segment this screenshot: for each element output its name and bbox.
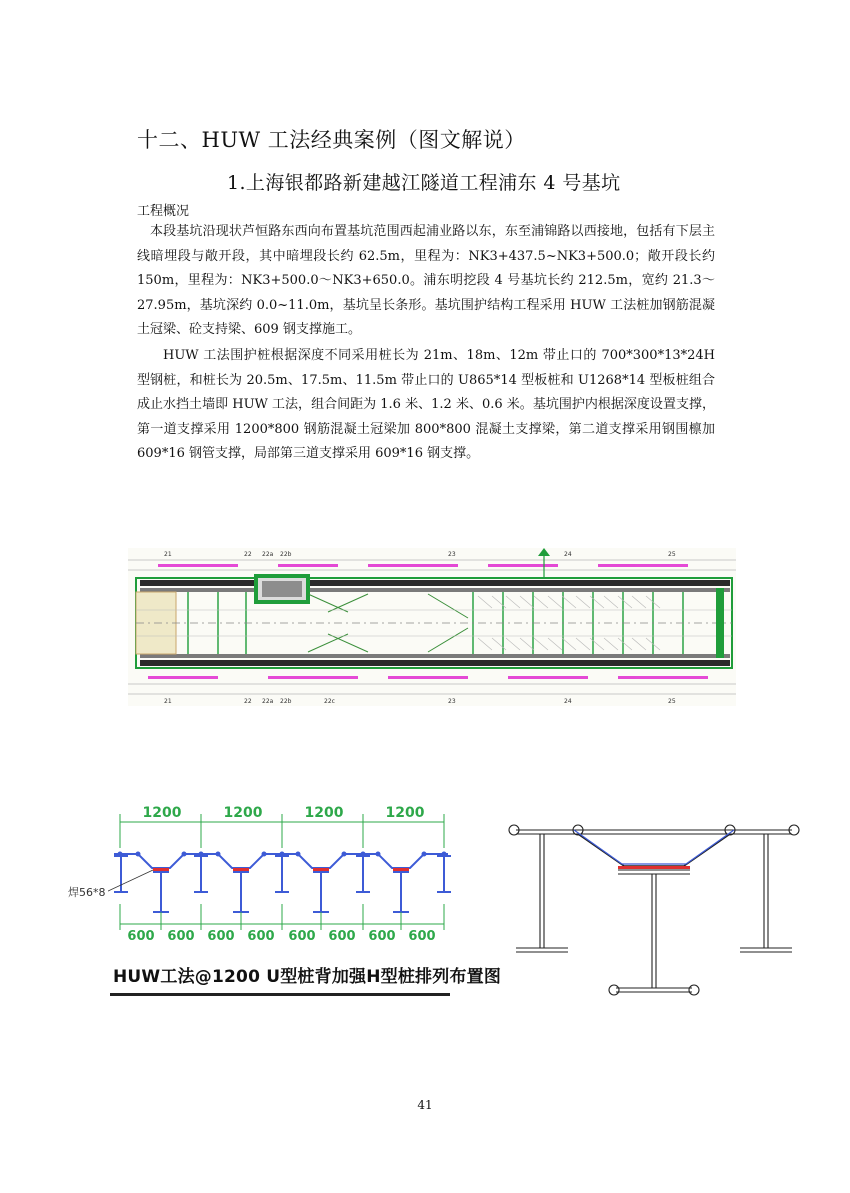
axis-label-bottom: 22 xyxy=(244,698,252,705)
dim-bottom: 600 xyxy=(207,929,235,944)
axis-label-bottom: 23 xyxy=(448,698,456,705)
axis-label-bottom: 22a xyxy=(262,698,274,705)
axis-label-bottom: 22b xyxy=(280,698,292,705)
axis-label-top: 22 xyxy=(244,551,252,558)
paragraph-2: HUW 工法围护桩根据深度不同采用桩长为 21m、18m、12m 带止口的 700*300*13*24H 型钢桩，和桩长为 20.5m、17.5m、11.5m 带止口的 U865*14 型板桩和 U1268*14 型板桩组合成止水挡土墙即 HUW 工法，组合间距为 1.6 米、1.2 米、0.6 米。基坑围护内根据深度设置支撑，第一道支撑采用 1200*800 钢筋混凝土冠梁加 800*800 混凝土支撑梁，第二道支撑采用钢围檩加 609*16 钢管支撑，局部第三道支撑采用 609*16 钢支撑。 xyxy=(137,348,715,461)
dim-bottom: 600 xyxy=(368,929,396,944)
axis-label-top: 22b xyxy=(280,551,292,558)
axis-label-bottom: 25 xyxy=(668,698,676,705)
overview-heading: 工程概况 xyxy=(137,204,190,219)
axis-label-top: 24 xyxy=(564,551,572,558)
page-number: 41 xyxy=(417,1098,433,1112)
section-title: 十二、HUW 工法经典案例（图文解说） xyxy=(137,128,526,152)
dim-top: 1200 xyxy=(304,805,344,821)
dim-top: 1200 xyxy=(385,805,425,821)
axis-label-bottom: 21 xyxy=(164,698,172,705)
axis-label-bottom: 22c xyxy=(324,698,335,705)
layout-drawing-caption: HUW工法@1200 U型桩背加强H型桩排列布置图 xyxy=(113,967,502,987)
dim-bottom: 600 xyxy=(127,929,155,944)
axis-label-top: 22a xyxy=(262,551,274,558)
dim-bottom: 600 xyxy=(328,929,356,944)
caption-underline xyxy=(110,993,450,996)
dim-bottom: 600 xyxy=(247,929,275,944)
dim-bottom: 600 xyxy=(288,929,316,944)
dim-top: 1200 xyxy=(223,805,263,821)
weld-callout: 焊56*8 xyxy=(68,886,106,899)
axis-label-top: 23 xyxy=(448,551,456,558)
dim-bottom: 600 xyxy=(408,929,436,944)
axis-label-bottom: 24 xyxy=(564,698,572,705)
huw-layout-drawing xyxy=(108,800,453,950)
axis-label-top: 21 xyxy=(164,551,172,558)
axis-label-top: 25 xyxy=(668,551,676,558)
dim-top: 1200 xyxy=(142,805,182,821)
paragraph-1: 本段基坑沿现状芦恒路东西向布置基坑范围西起浦业路以东，东至浦锦路以西接地，包括有下层主线暗埋段与敞开段，其中暗埋段长约 62.5m，里程为：NK3+437.5~NK3+500.0；敞开段长约 150m，里程为：NK3+500.0～NK3+650.0。浦东明挖段 4 号基坑长约 212.5m，宽约 21.3～27.95m，基坑深约 0.0~11.0m，基坑呈长条形。基坑围护结构工程采用 HUW 工法桩加钢筋混凝土冠梁、砼支持梁、609 钢支撑施工。 xyxy=(137,224,715,337)
dim-bottom: 600 xyxy=(167,929,195,944)
pit-plan-drawing xyxy=(128,548,736,706)
pile-section-detail xyxy=(504,812,804,1004)
case-title: 1.上海银都路新建越江隧道工程浦东 4 号基坑 xyxy=(227,172,621,194)
